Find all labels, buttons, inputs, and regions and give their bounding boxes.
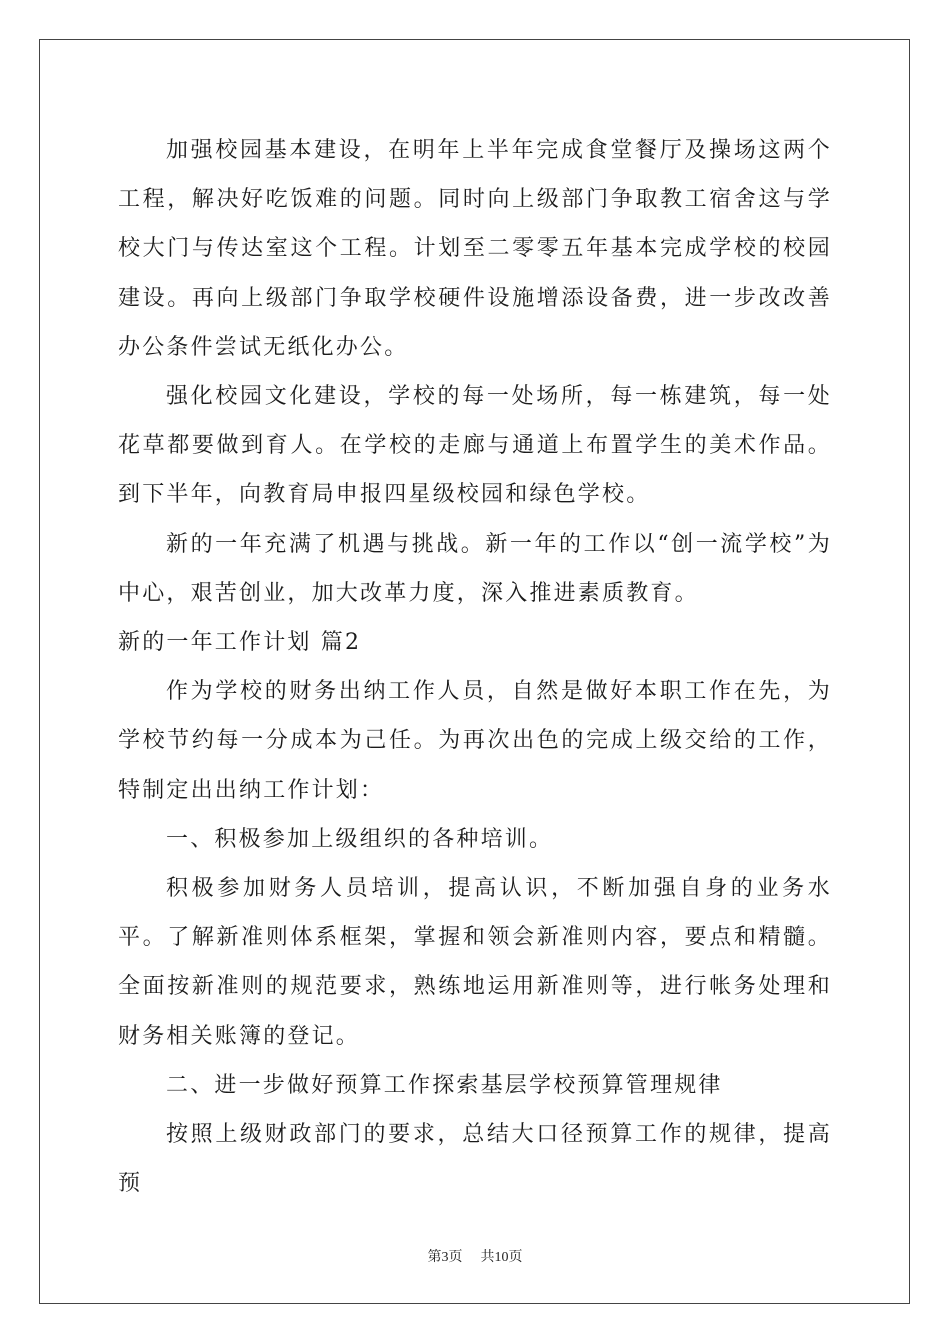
section-heading: 新的一年工作计划 篇2 xyxy=(118,630,362,656)
page-number: 第3页 xyxy=(427,1250,463,1265)
paragraph-campus-culture: 强化校园文化建设，学校的每一处场所，每一栋建筑，每一处花草都要做到育人。在学校的走廊与通道上布置学生的美术作品。到下半年，向教育局申报四星级校园和绿色学校。 xyxy=(118,384,832,508)
paragraph-budget-detail: 按照上级财政部门的要求，总结大口径预算工作的规律，提高预 xyxy=(118,1122,832,1197)
paragraph-cashier-intro: 作为学校的财务出纳工作人员，自然是做好本职工作在先，为学校节约每一分成本为己任。为再次出色的完成上级交给的工作，特制定出出纳工作计划： xyxy=(118,679,832,803)
page-total: 共10页 xyxy=(480,1250,523,1265)
paragraph-new-year-challenge: 新的一年充满了机遇与挑战。新一年的工作以“创一流学校”为中心，艰苦创业，加大改革力度，深入推进素质教育。 xyxy=(118,531,832,606)
list-item-budget: 二、进一步做好预算工作探索基层学校预算管理规律 xyxy=(166,1072,723,1098)
document-body xyxy=(118,126,832,1208)
page-footer xyxy=(0,1246,950,1266)
list-item-training: 一、积极参加上级组织的各种培训。 xyxy=(166,826,554,852)
paragraph-training-detail: 积极参加财务人员培训，提高认识，不断加强自身的业务水平。了解新准则体系框架，掌握和领会新准则内容，要点和精髓。全面按新准则的规范要求，熟练地运用新准则等，进行帐务处理和财务相关账簿的登记。 xyxy=(118,876,832,1049)
paragraph-campus-construction: 加强校园基本建设，在明年上半年完成食堂餐厅及操场这两个工程，解决好吃饭难的问题。同时向上级部门争取教工宿舍这与学校大门与传达室这个工程。计划至二零零五年基本完成学校的校园建设。再向上级部门争取学校硬件设施增添设备费，进一步改改善办公条件尝试无纸化办公。 xyxy=(118,138,832,360)
